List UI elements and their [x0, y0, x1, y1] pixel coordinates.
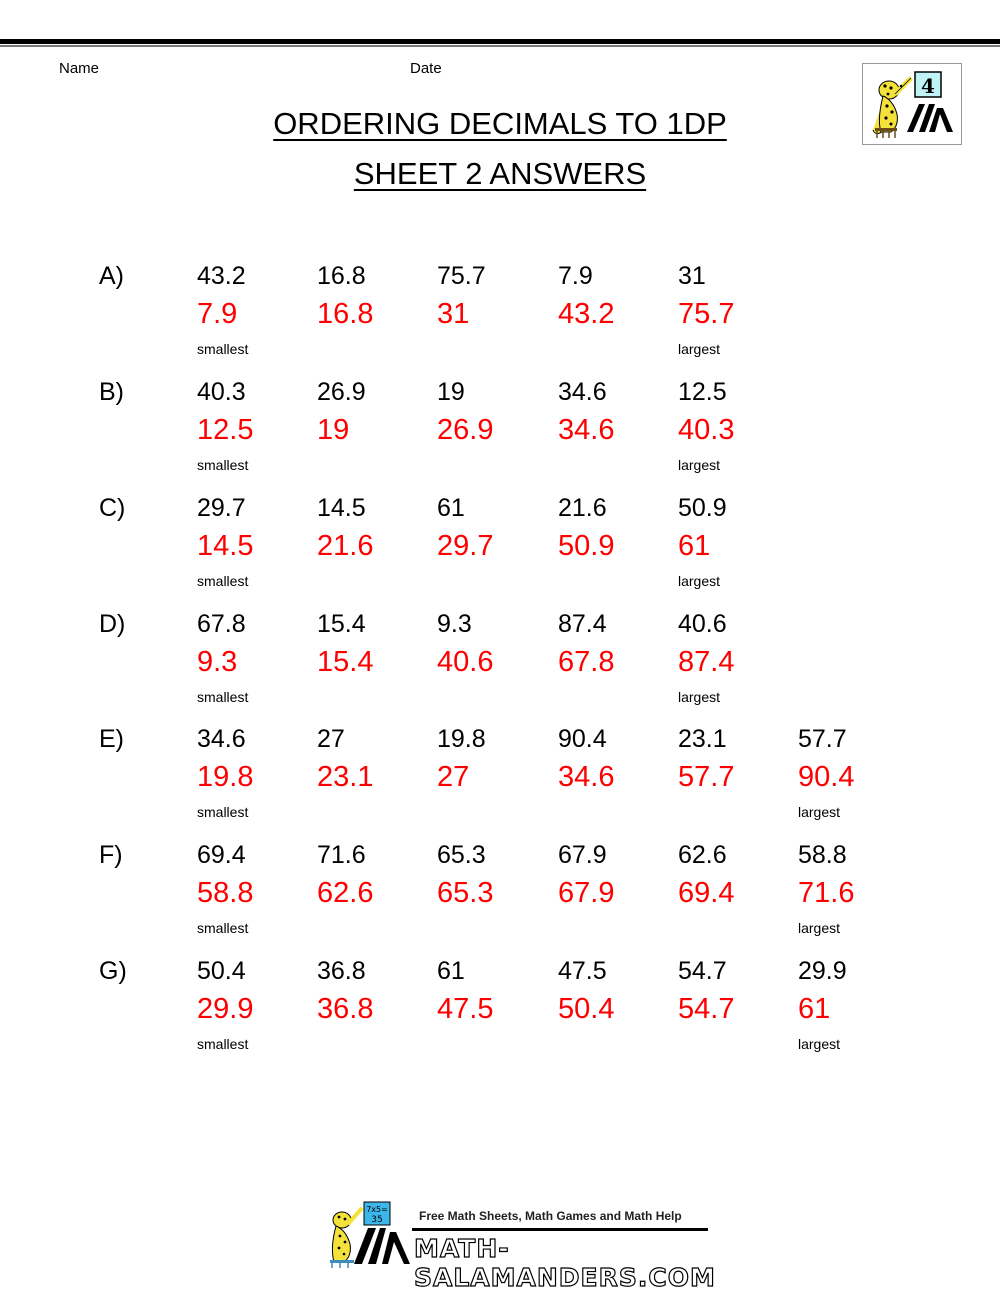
- largest-label: largest: [678, 689, 721, 705]
- problem-label: B): [99, 378, 124, 406]
- answer-number: 36.8: [317, 993, 374, 1025]
- given-number: 50.4: [197, 957, 246, 985]
- top-rule: [0, 39, 1000, 44]
- svg-text:7x5=: 7x5=: [366, 1205, 388, 1214]
- answer-number: 58.8: [197, 877, 254, 909]
- given-number: 67.8: [197, 610, 246, 638]
- smallest-label: smallest: [197, 804, 249, 820]
- given-number: 19: [437, 378, 465, 406]
- given-number: 7.9: [558, 262, 593, 290]
- footer-tagline: Free Math Sheets, Math Games and Math Help: [419, 1209, 682, 1223]
- svg-text:35: 35: [371, 1215, 383, 1225]
- answer-number: 54.7: [678, 993, 735, 1025]
- answer-number: 26.9: [437, 414, 494, 446]
- given-number: 16.8: [317, 262, 366, 290]
- given-number: 67.9: [558, 841, 607, 869]
- largest-label: largest: [798, 920, 841, 936]
- answer-number: 65.3: [437, 877, 494, 909]
- answer-number: 69.4: [678, 877, 735, 909]
- answer-number: 21.6: [317, 530, 374, 562]
- given-number: 50.9: [678, 494, 727, 522]
- answer-number: 29.7: [437, 530, 494, 562]
- problem-row: [0, 494, 1000, 604]
- answer-number: 40.6: [437, 646, 494, 678]
- footer-logo: [324, 1198, 716, 1292]
- answer-number: 12.5: [197, 414, 254, 446]
- answer-number: 40.3: [678, 414, 735, 446]
- given-number: 69.4: [197, 841, 246, 869]
- footer-site-name: MATH-SALAMANDERS.COM: [414, 1234, 716, 1292]
- answer-number: 50.9: [558, 530, 615, 562]
- answer-number: 67.8: [558, 646, 615, 678]
- answer-number: 47.5: [437, 993, 494, 1025]
- problem-label: C): [99, 494, 126, 522]
- answer-number: 19: [317, 414, 350, 446]
- given-number: 40.6: [678, 610, 727, 638]
- smallest-label: smallest: [197, 1036, 249, 1052]
- given-number: 14.5: [317, 494, 366, 522]
- given-number: 34.6: [558, 378, 607, 406]
- smallest-label: smallest: [197, 689, 249, 705]
- answer-number: 34.6: [558, 414, 615, 446]
- given-number: 71.6: [317, 841, 366, 869]
- given-number: 31: [678, 262, 706, 290]
- answer-number: 61: [678, 530, 711, 562]
- given-number: 9.3: [437, 610, 472, 638]
- answer-number: 23.1: [317, 761, 374, 793]
- answer-number: 43.2: [558, 298, 615, 330]
- problem-row: [0, 841, 1000, 951]
- answer-number: 7.9: [197, 298, 238, 330]
- largest-label: largest: [798, 1036, 841, 1052]
- problem-row: [0, 378, 1000, 488]
- answer-number: 31: [437, 298, 470, 330]
- given-number: 21.6: [558, 494, 607, 522]
- worksheet-title-line2: SHEET 2 ANSWERS: [353, 156, 647, 191]
- largest-label: largest: [798, 804, 841, 820]
- problem-row: [0, 725, 1000, 835]
- given-number: 12.5: [678, 378, 727, 406]
- largest-label: largest: [678, 341, 721, 357]
- worksheet-subtitle: [0, 156, 1000, 192]
- given-number: 29.7: [197, 494, 246, 522]
- svg-text:4: 4: [921, 74, 935, 98]
- answer-number: 29.9: [197, 993, 254, 1025]
- smallest-label: smallest: [197, 457, 249, 473]
- date-label: Date: [410, 60, 442, 77]
- given-number: 47.5: [558, 957, 607, 985]
- problem-label: E): [99, 725, 124, 753]
- given-number: 75.7: [437, 262, 486, 290]
- answer-number: 67.9: [558, 877, 615, 909]
- given-number: 87.4: [558, 610, 607, 638]
- largest-label: largest: [678, 457, 721, 473]
- given-number: 58.8: [798, 841, 847, 869]
- given-number: 27: [317, 725, 345, 753]
- problem-row: [0, 262, 1000, 372]
- answer-number: 16.8: [317, 298, 374, 330]
- answer-number: 19.8: [197, 761, 254, 793]
- answer-number: 34.6: [558, 761, 615, 793]
- answer-number: 14.5: [197, 530, 254, 562]
- given-number: 34.6: [197, 725, 246, 753]
- problem-row: [0, 957, 1000, 1067]
- problem-label: F): [99, 841, 123, 869]
- salamander-mascot-icon: [324, 1198, 414, 1270]
- top-rule-thin: [0, 45, 1000, 47]
- answer-number: 15.4: [317, 646, 374, 678]
- answer-number: 71.6: [798, 877, 855, 909]
- given-number: 36.8: [317, 957, 366, 985]
- worksheet-title-line1: ORDERING DECIMALS TO 1DP: [273, 106, 727, 141]
- problem-label: A): [99, 262, 124, 290]
- footer-rule: [412, 1228, 708, 1231]
- answer-number: 61: [798, 993, 831, 1025]
- given-number: 54.7: [678, 957, 727, 985]
- answer-number: 62.6: [317, 877, 374, 909]
- answer-number: 75.7: [678, 298, 735, 330]
- given-number: 61: [437, 957, 465, 985]
- answer-number: 57.7: [678, 761, 735, 793]
- given-number: 62.6: [678, 841, 727, 869]
- given-number: 61: [437, 494, 465, 522]
- smallest-label: smallest: [197, 573, 249, 589]
- answer-number: 50.4: [558, 993, 615, 1025]
- problem-label: D): [99, 610, 126, 638]
- given-number: 57.7: [798, 725, 847, 753]
- given-number: 40.3: [197, 378, 246, 406]
- problem-row: [0, 610, 1000, 720]
- answer-number: 87.4: [678, 646, 735, 678]
- given-number: 19.8: [437, 725, 486, 753]
- largest-label: largest: [678, 573, 721, 589]
- problem-label: G): [99, 957, 127, 985]
- given-number: 29.9: [798, 957, 847, 985]
- given-number: 65.3: [437, 841, 486, 869]
- smallest-label: smallest: [197, 341, 249, 357]
- given-number: 23.1: [678, 725, 727, 753]
- name-label: Name: [59, 60, 100, 77]
- given-number: 90.4: [558, 725, 607, 753]
- answer-number: 9.3: [197, 646, 238, 678]
- given-number: 26.9: [317, 378, 366, 406]
- given-number: 43.2: [197, 262, 246, 290]
- answer-number: 27: [437, 761, 470, 793]
- smallest-label: smallest: [197, 920, 249, 936]
- given-number: 15.4: [317, 610, 366, 638]
- answer-number: 90.4: [798, 761, 855, 793]
- worksheet-title: [0, 106, 1000, 142]
